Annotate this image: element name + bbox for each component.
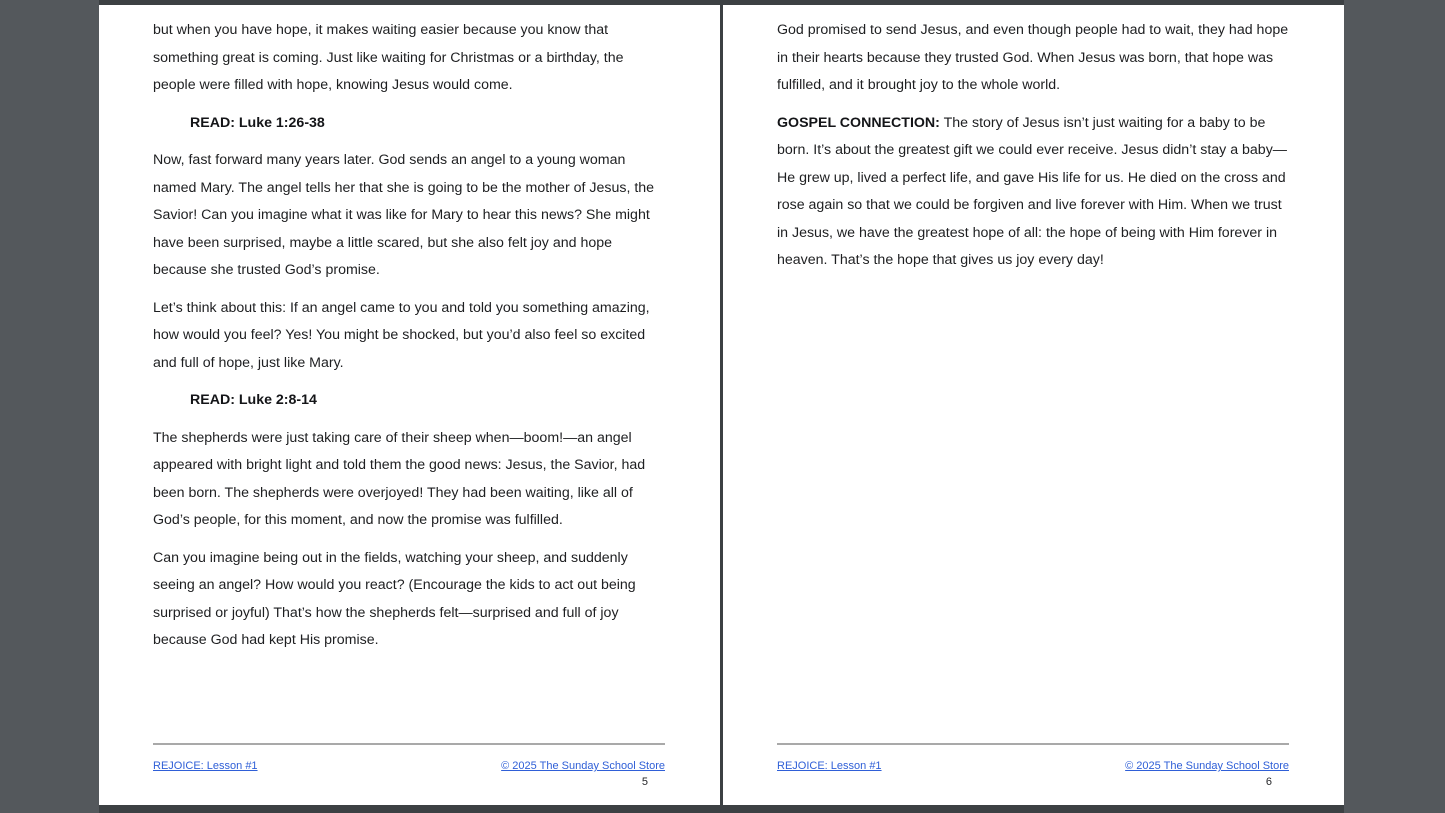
page-left: [99, 5, 720, 805]
footer-link-store[interactable]: © 2025 The Sunday School Store: [501, 760, 665, 772]
page-footer: [153, 743, 665, 789]
page-body: [153, 17, 665, 655]
page-body: [777, 17, 1289, 275]
page-number: 6: [1265, 776, 1272, 788]
paragraph: GOSPEL CONNECTION: The story of Jesus isn’t just waiting for a baby to be born. It’s about the greatest gift we could ever receive. Jesus didn’t stay a baby—He grew up, lived a perfect life, and gave His life for us. He died on the cross and rose again so that we could be forgiven and live forever with Him. When we trust in Jesus, we have the greatest hope of all: the hope of being with Him forever in heaven. That’s the hope that gives us joy every day!: [777, 114, 1287, 268]
footer-link-lesson[interactable]: REJOICE: Lesson #1: [777, 760, 882, 772]
footer-link-store[interactable]: © 2025 The Sunday School Store: [1125, 760, 1289, 772]
page-right: [723, 5, 1344, 805]
paragraph: The shepherds were just taking care of their sheep when—boom!—an angel appeared with bright light and told them the good news: Jesus, the Savior, had been born. The shepherds were overjoyed! They had been waiting, like all of God’s people, for this moment, and now the promise was fulfilled.: [153, 429, 646, 528]
paragraph: God promised to send Jesus, and even though people had to wait, they had hope in their hearts because they trusted God. When Jesus was born, that hope was fulfilled, and it brought joy to the whole world.: [777, 22, 1289, 93]
read-heading: READ: Luke 2:8-14: [190, 392, 317, 408]
footer-link-lesson[interactable]: REJOICE: Lesson #1: [153, 760, 258, 772]
page-footer: [777, 743, 1289, 789]
footer-links-row: [153, 760, 665, 773]
footer-links-row: [777, 760, 1289, 773]
paragraph: Let’s think about this: If an angel came to you and told you something amazing, how would you feel? Yes! You might be shocked, but you’d also feel so excited and full of hope, just like Mary.: [153, 299, 650, 371]
page-number: 5: [641, 776, 648, 788]
page-spread: [99, 0, 1344, 813]
footer-divider-line: [153, 743, 665, 745]
paragraph-bold-lead: GOSPEL CONNECTION:: [777, 114, 940, 131]
paragraph: but when you have hope, it makes waiting easier because you know that something great is coming. Just like waiting for Christmas or a birthday, the people were filled with hope, knowing Jesus would come.: [153, 22, 624, 93]
read-heading: READ: Luke 1:26-38: [190, 114, 325, 131]
paragraph: Now, fast forward many years later. God sends an angel to a young woman named Mary. The angel tells her that she is going to be the mother of Jesus, the Savior! Can you imagine what it was like for Mary to hear this news? She might have been surprised, maybe a little scared, but she also felt joy and hope because she trusted God’s promise.: [153, 152, 655, 278]
paragraph: Can you imagine being out in the fields, watching your sheep, and suddenly seeing an angel? How would you react? (Encourage the kids to act out being surprised or joyful) That’s how the shepherds felt—surprised and full of joy because God had kept His promise.: [153, 549, 636, 648]
footer-divider-line: [777, 743, 1289, 745]
